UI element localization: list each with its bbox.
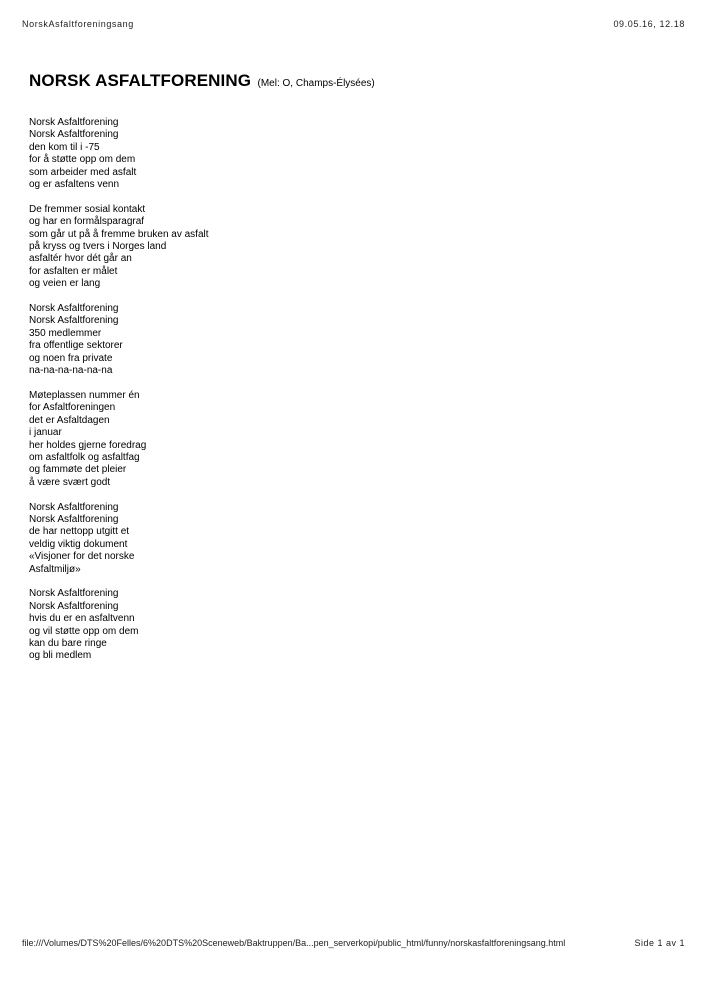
print-header xyxy=(22,19,685,33)
lyric-line: og bli medlem xyxy=(29,650,92,662)
lyric-line: å være svært godt xyxy=(29,476,111,488)
verse xyxy=(29,204,429,291)
lyric-line: i januar xyxy=(29,427,62,439)
song-title: NORSK ASFALTFORENING xyxy=(29,71,252,90)
lyric-line: veldig viktig dokument xyxy=(29,538,128,550)
lyric-line: Asfaltmiljø» xyxy=(29,563,81,575)
lyric-line: Norsk Asfaltforening xyxy=(29,117,119,128)
lyric-line: Norsk Asfaltforening xyxy=(29,600,119,612)
lyric-line: Norsk Asfaltforening xyxy=(29,129,119,141)
lyric-line: na-na-na-na-na-na xyxy=(29,365,113,377)
lyric-line: Norsk Asfaltforening xyxy=(29,315,119,327)
lyric-line: om asfaltfolk og asfaltfag xyxy=(29,451,140,463)
lyric-line: og noen fra private xyxy=(29,352,113,364)
lyric-line: det er Asfaltdagen xyxy=(29,414,110,426)
lyric-line: og vil støtte opp om dem xyxy=(29,625,139,637)
verse xyxy=(29,303,429,377)
lyrics xyxy=(29,117,429,675)
lyric-line: for Asfaltforeningen xyxy=(29,402,116,414)
lyric-line: og har en formålsparagraf xyxy=(29,216,145,228)
lyric-line: De fremmer sosial kontakt xyxy=(29,203,146,215)
page-title xyxy=(29,71,375,91)
melody-note: (Mel: O, Champs-Élysées) xyxy=(257,78,375,89)
verse xyxy=(29,588,429,662)
lyric-line: 350 medlemmer xyxy=(29,327,102,339)
verse xyxy=(29,502,429,576)
lyric-line: asfaltér hvor dét går an xyxy=(29,253,132,265)
lyric-line: på kryss og tvers i Norges land xyxy=(29,241,167,253)
lyric-line: og veien er lang xyxy=(29,278,101,290)
print-header-page-name: NorskAsfaltforeningsang xyxy=(22,19,134,29)
lyric-line: for å støtte opp om dem xyxy=(29,154,136,166)
lyric-line: og er asfaltens venn xyxy=(29,179,120,191)
lyric-line: fra offentlige sektorer xyxy=(29,340,123,352)
lyric-line: og fammøte det pleier xyxy=(29,464,127,476)
lyric-line: hvis du er en asfaltvenn xyxy=(29,613,135,625)
lyric-line: Norsk Asfaltforening xyxy=(29,513,119,525)
lyric-line: Norsk Asfaltforening xyxy=(29,303,119,315)
lyric-line: «Visjoner for det norske xyxy=(29,551,135,563)
print-footer-file-path: file:///Volumes/DTS%20Felles/6%20DTS%20Sceneweb/Baktruppen/Ba...pen_serverkopi/public_html/funny/norskasfaltforeningsang.html xyxy=(22,938,566,948)
lyric-line: Norsk Asfaltforening xyxy=(29,501,119,513)
print-footer-page-number: Side 1 av 1 xyxy=(634,938,685,948)
lyric-line: Norsk Asfaltforening xyxy=(29,588,119,600)
lyric-line: de har nettopp utgitt et xyxy=(29,526,130,538)
lyric-line: som går ut på å fremme bruken av asfalt xyxy=(29,228,209,240)
lyric-line: som arbeider med asfalt xyxy=(29,166,137,178)
lyric-line: her holdes gjerne foredrag xyxy=(29,439,147,451)
lyric-line: Møteplassen nummer én xyxy=(29,389,140,401)
verse xyxy=(29,117,429,191)
verse xyxy=(29,390,429,489)
lyric-line: kan du bare ringe xyxy=(29,637,107,649)
print-header-timestamp: 09.05.16, 12.18 xyxy=(613,19,685,29)
lyric-line: for asfalten er målet xyxy=(29,265,118,277)
print-footer xyxy=(22,938,685,952)
lyric-line: den kom til i -75 xyxy=(29,141,100,153)
